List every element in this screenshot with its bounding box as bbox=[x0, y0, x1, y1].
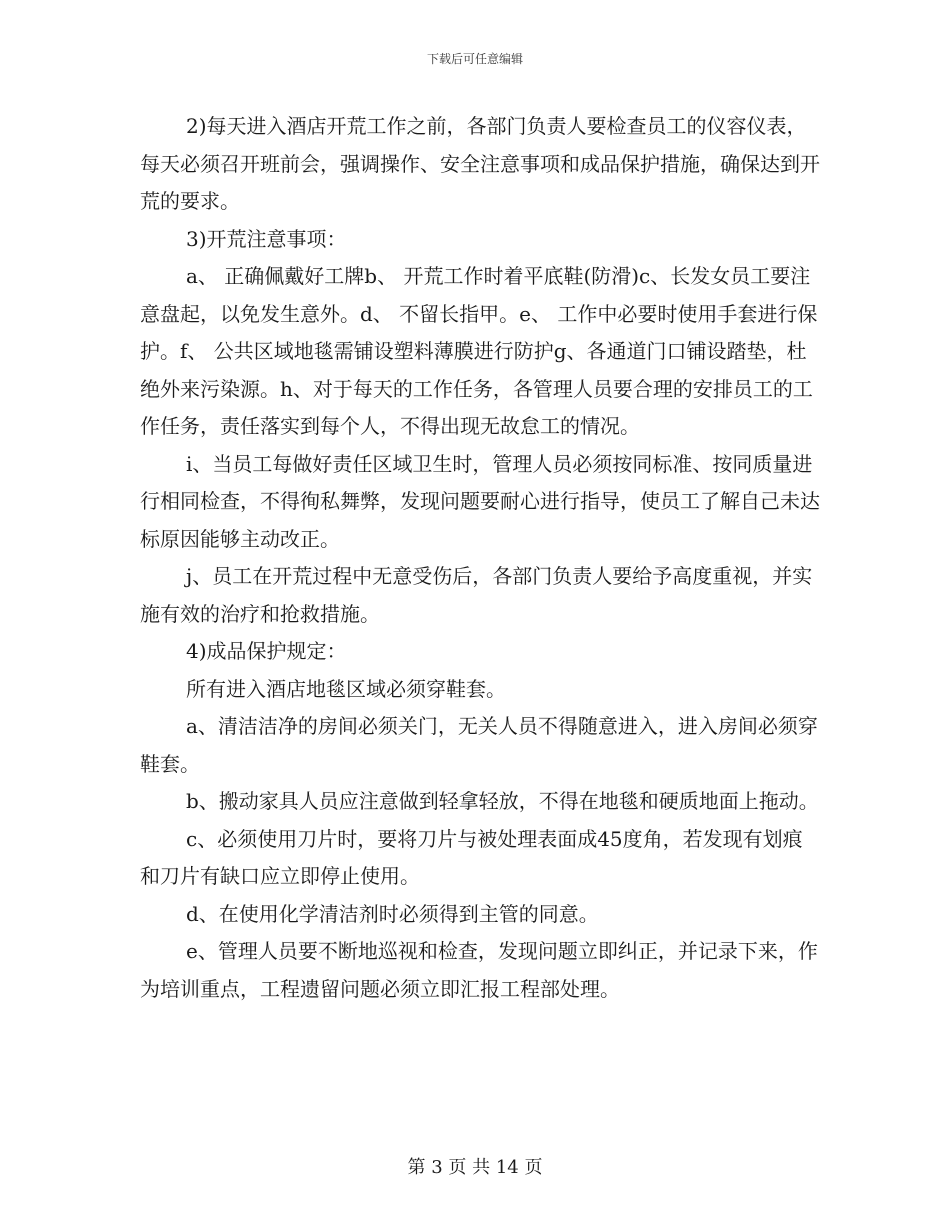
paragraph-rule-e: e、管理人员要不断地巡视和检查，发现问题立即纠正，并记录下来，作为培训重点，工程遗留问题必须立即汇报工程部处理。 bbox=[140, 939, 818, 1001]
page-header: 下载后可任意编辑 bbox=[426, 52, 523, 66]
page-number: 第 3 页 共 14 页 bbox=[407, 1157, 543, 1178]
paragraph-precaution-list: a、 正确佩戴好工牌b、 开荒工作时着平底鞋(防滑)c、长发女员工要注意盘起，以免发生意外。d、 不留长指甲。e、 工作中必要时使用手套进行保护。f、 公共区域地毯需铺设塑料薄膜进行防护g、各通道门口铺设踏垫，杜绝外来污染源。h、对于每天的工作任务，各管理人员要合理的安排员工的工作任务，责任落实到每个人，不得出现无故怠工的情况。 bbox=[140, 264, 818, 438]
document-body bbox=[140, 108, 820, 1008]
paragraph-rule-a: a、清洁洁净的房间必须关门，无关人员不得随意进入，进入房间必须穿鞋套。 bbox=[140, 714, 818, 776]
heading-protection-rules: 4)成品保护规定： bbox=[186, 639, 347, 663]
paragraph-item-i: i、当员工每做好责任区域卫生时，管理人员必须按同标准、按同质量进行相同检查，不得徇私舞弊，发现问题要耐心进行指导，使员工了解自己未达标原因能够主动改正。 bbox=[140, 451, 820, 551]
paragraph-rule-b: b、搬动家具人员应注意做到轻拿轻放，不得在地毯和硬质地面上拖动。 bbox=[186, 789, 819, 813]
paragraph-shoe-covers: 所有进入酒店地毯区域必须穿鞋套。 bbox=[186, 676, 506, 701]
paragraph-item-j: j、员工在开荒过程中无意受伤后，各部门负责人要给予高度重视，并实施有效的治疗和抢救措施。 bbox=[140, 564, 813, 626]
paragraph-rule-c: c、必须使用刀片时，要将刀片与被处理表面成45度角，若发现有划痕和刀片有缺口应立即停止使用。 bbox=[140, 826, 803, 888]
paragraph-rule-d: d、在使用化学清洁剂时必须得到主管的同意。 bbox=[186, 901, 599, 926]
paragraph-daily-check: 2)每天进入酒店开荒工作之前，各部门负责人要检查员工的仪容仪表，每天必须召开班前会，强调操作、安全注意事项和成品保护措施，确保达到开荒的要求。 bbox=[140, 114, 820, 213]
heading-precautions: 3)开荒注意事项： bbox=[186, 226, 347, 251]
